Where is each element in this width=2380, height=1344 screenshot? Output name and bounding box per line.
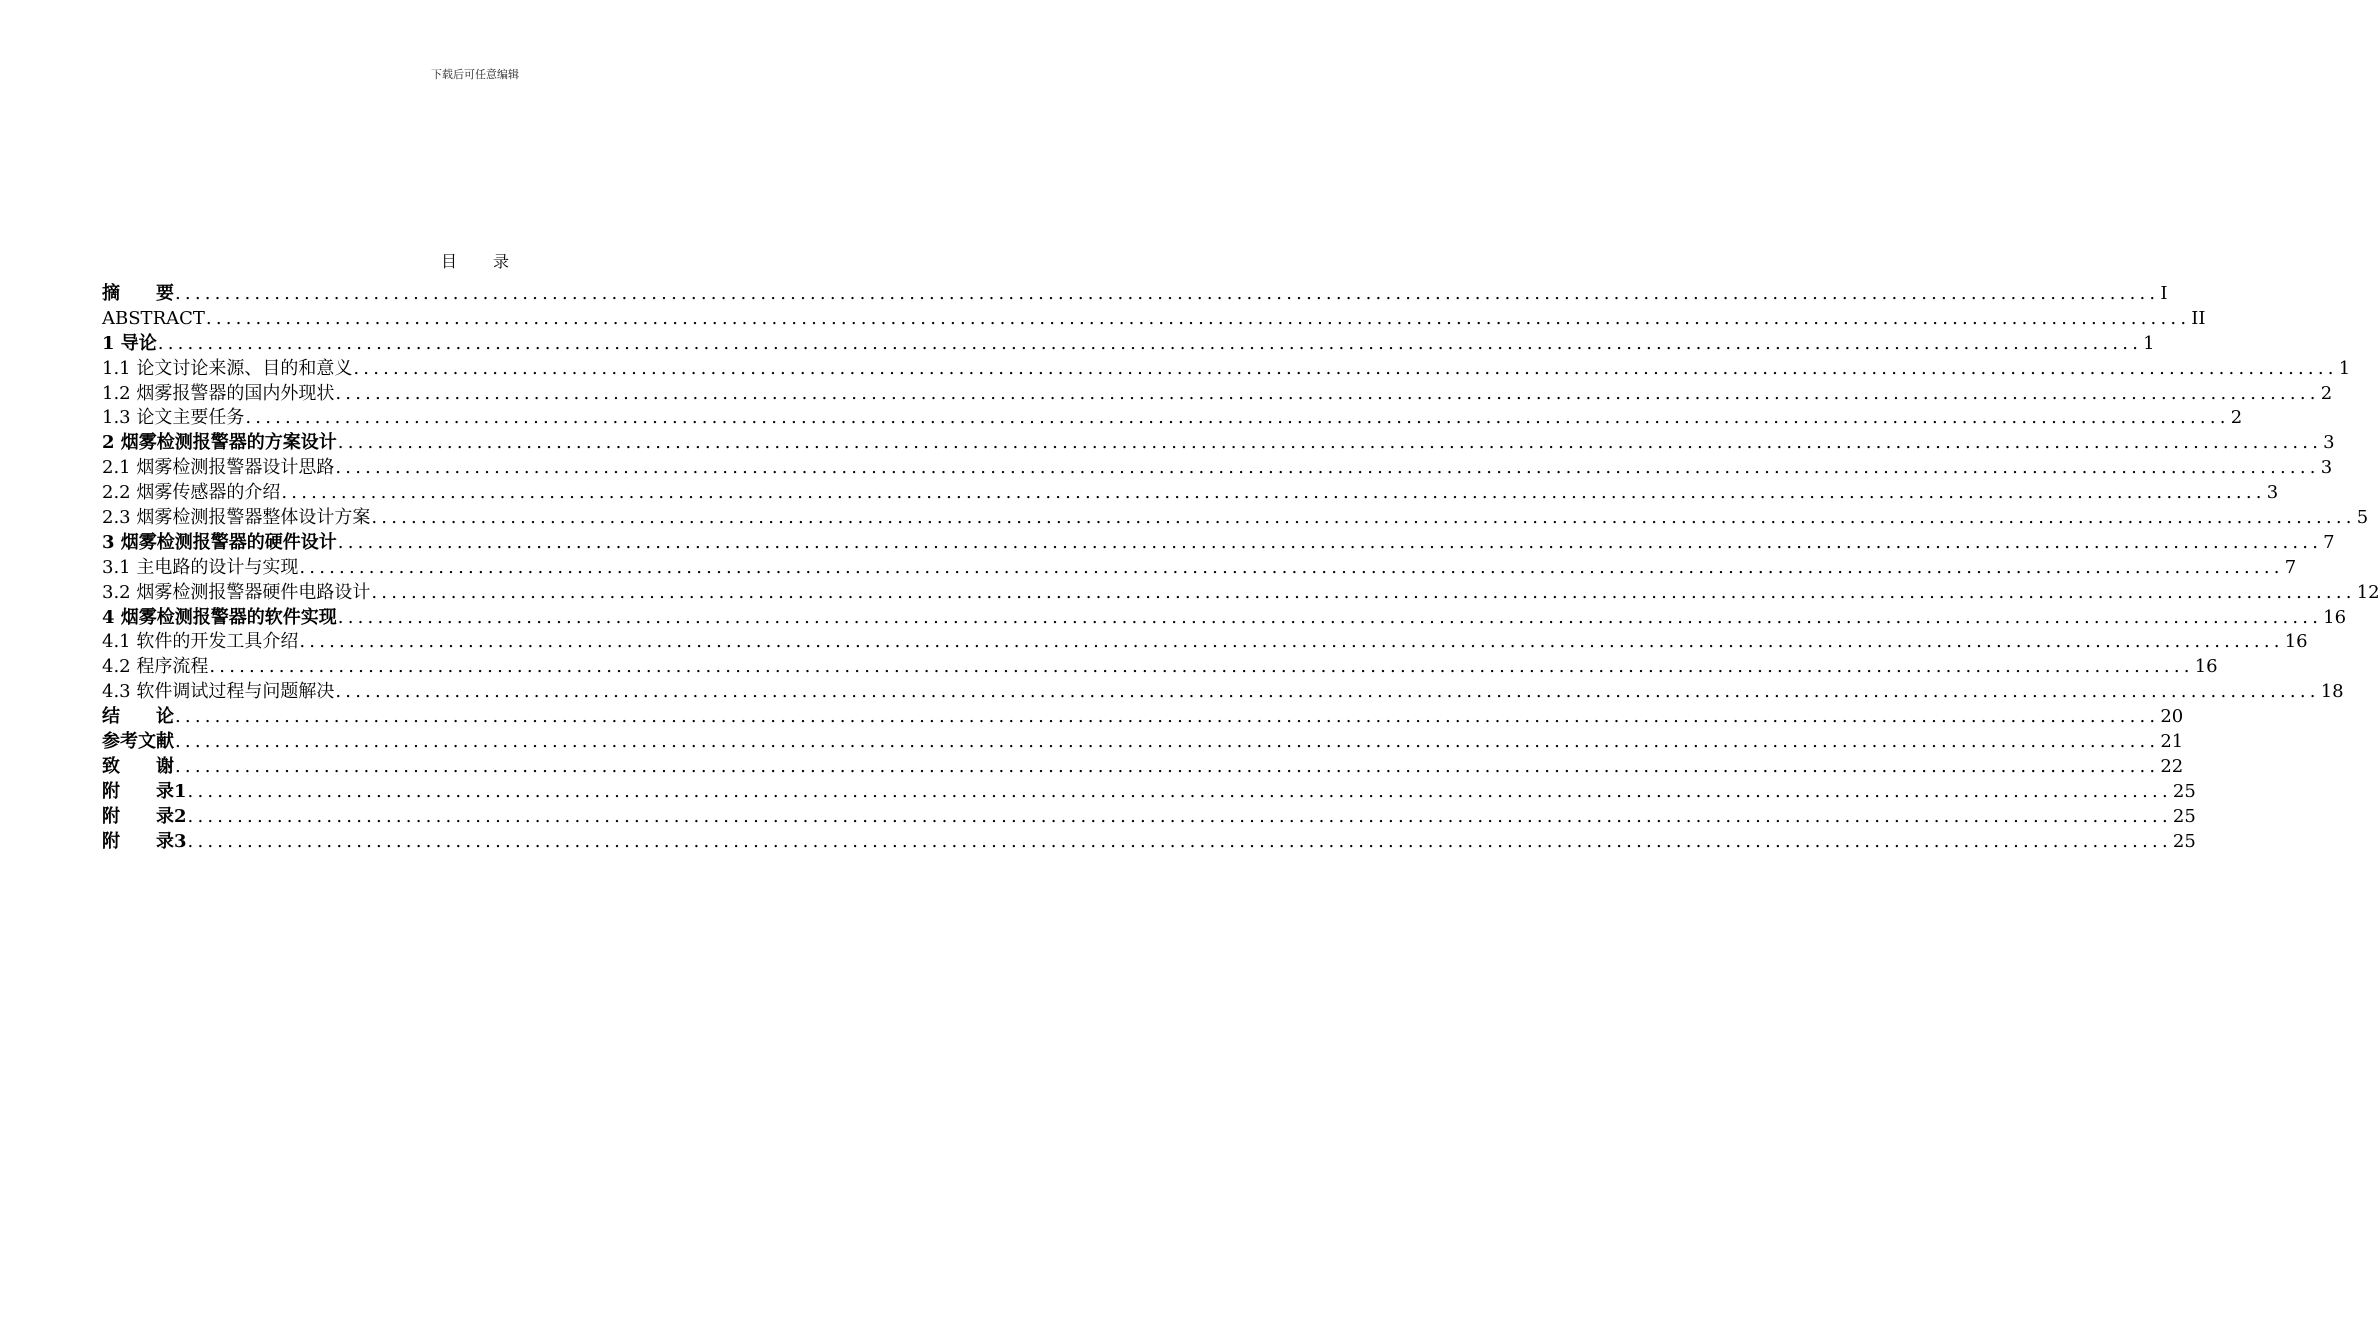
- toc-entry-label: 1.3 论文主要任务: [102, 407, 245, 429]
- toc-leader-dots: ........................................................................................................................................................................................................: [205, 307, 2191, 329]
- toc-entry-page: 3: [2266, 482, 2279, 504]
- toc-entry-page: 7: [2323, 531, 2335, 553]
- toc-entry[interactable]: [102, 531, 2335, 556]
- toc-leader-dots: ........................................................................................................................................................................................................: [157, 332, 2143, 354]
- table-of-contents: [102, 282, 2380, 854]
- toc-entry-page: 21: [2160, 731, 2184, 753]
- toc-entry-page: 25: [2172, 780, 2196, 802]
- toc-leader-dots: ........................................................................................................................................................................................................: [175, 283, 2160, 304]
- toc-entry-page: I: [2160, 283, 2168, 304]
- toc-entry-page: 1: [2143, 332, 2155, 354]
- toc-leader-dots: ........................................................................................................................................................................................................: [299, 631, 2284, 653]
- toc-entry[interactable]: [102, 282, 2168, 307]
- toc-entry-label: 参考文献: [102, 731, 174, 753]
- toc-entry[interactable]: [102, 506, 2369, 531]
- toc-entry-page: 3: [2323, 432, 2335, 454]
- toc-title-left: 目: [440, 252, 457, 271]
- toc-entry[interactable]: [102, 382, 2333, 407]
- toc-entry-page: 12: [2356, 581, 2380, 603]
- toc-entry-label: 1.1 论文讨论来源、目的和意义: [102, 357, 353, 379]
- toc-entry-page: 16: [2284, 631, 2308, 653]
- toc-entry-label: 2.3 烟雾检测报警器整体设计方案: [102, 507, 371, 529]
- toc-entry-label: 附 录2: [102, 805, 187, 827]
- toc-entry-page: 3: [2320, 457, 2333, 479]
- toc-leader-dots: ........................................................................................................................................................................................................: [335, 457, 2320, 479]
- toc-entry-label: 致 谢: [102, 755, 174, 777]
- toc-entry-label: 附 录1: [102, 780, 187, 802]
- toc-leader-dots: ........................................................................................................................................................................................................: [335, 382, 2320, 404]
- toc-entry[interactable]: [102, 456, 2333, 481]
- toc-entry[interactable]: [102, 357, 2351, 382]
- toc-leader-dots: ........................................................................................................................................................................................................: [353, 357, 2338, 379]
- toc-entry-page: 22: [2160, 755, 2184, 777]
- toc-leader-dots: ........................................................................................................................................................................................................: [299, 556, 2284, 578]
- toc-leader-dots: ........................................................................................................................................................................................................: [337, 606, 2323, 628]
- toc-entry-page: 16: [2194, 656, 2218, 678]
- toc-leader-dots: ........................................................................................................................................................................................................: [187, 805, 2172, 827]
- toc-entry-page: 16: [2323, 606, 2347, 628]
- toc-entry[interactable]: [102, 780, 2196, 805]
- toc-entry-page: 18: [2320, 681, 2344, 703]
- toc-leader-dots: ........................................................................................................................................................................................................: [371, 581, 2356, 603]
- toc-leader-dots: ........................................................................................................................................................................................................: [187, 780, 2172, 802]
- toc-entry[interactable]: [102, 705, 2184, 730]
- toc-entry-label: 2 烟雾检测报警器的方案设计: [102, 432, 337, 454]
- toc-entry[interactable]: [102, 581, 2380, 606]
- toc-entry-page: 25: [2172, 830, 2196, 852]
- toc-leader-dots: ........................................................................................................................................................................................................: [245, 407, 2230, 429]
- toc-entry-label: 2.2 烟雾传感器的介绍: [102, 482, 281, 504]
- toc-title-right: 录: [493, 252, 510, 271]
- toc-entry[interactable]: [102, 830, 2196, 855]
- toc-leader-dots: ........................................................................................................................................................................................................: [175, 731, 2160, 753]
- toc-entry-label: 摘 要: [102, 283, 174, 304]
- toc-entry[interactable]: [102, 481, 2279, 506]
- toc-entry-label: 4.1 软件的开发工具介绍: [102, 631, 299, 653]
- toc-entry-page: 5: [2356, 507, 2369, 529]
- toc-leader-dots: ........................................................................................................................................................................................................: [187, 830, 2172, 852]
- toc-title: [0, 249, 950, 272]
- toc-entry-page: 2: [2320, 382, 2333, 404]
- toc-leader-dots: ........................................................................................................................................................................................................: [175, 755, 2160, 777]
- toc-entry-label: 2.1 烟雾检测报警器设计思路: [102, 457, 335, 479]
- toc-entry-label: 4 烟雾检测报警器的软件实现: [102, 606, 337, 628]
- toc-entry-label: 3 烟雾检测报警器的硬件设计: [102, 531, 337, 553]
- toc-leader-dots: ........................................................................................................................................................................................................: [371, 507, 2356, 529]
- toc-entry-label: ABSTRACT: [102, 307, 205, 329]
- toc-entry[interactable]: [102, 332, 2155, 357]
- toc-leader-dots: ........................................................................................................................................................................................................: [337, 531, 2323, 553]
- toc-entry[interactable]: [102, 805, 2196, 830]
- toc-leader-dots: ........................................................................................................................................................................................................: [175, 706, 2160, 728]
- toc-entry-page: 1: [2338, 357, 2351, 379]
- toc-entry-label: 4.2 程序流程: [102, 656, 209, 678]
- toc-entry-label: 3.1 主电路的设计与实现: [102, 556, 299, 578]
- toc-entry-label: 1 导论: [102, 332, 157, 354]
- toc-entry-page: 20: [2160, 706, 2184, 728]
- toc-entry[interactable]: [102, 755, 2184, 780]
- toc-entry-label: 结 论: [102, 706, 174, 728]
- toc-entry-label: 1.2 烟雾报警器的国内外现状: [102, 382, 335, 404]
- toc-entry-page: II: [2191, 307, 2206, 329]
- toc-entry-label: 4.3 软件调试过程与问题解决: [102, 681, 335, 703]
- toc-entry[interactable]: [102, 406, 2243, 431]
- toc-entry-label: 3.2 烟雾检测报警器硬件电路设计: [102, 581, 371, 603]
- toc-leader-dots: ........................................................................................................................................................................................................: [335, 681, 2320, 703]
- toc-entry[interactable]: [102, 606, 2347, 631]
- header-note: 下载后可任意编辑: [431, 68, 519, 81]
- toc-leader-dots: ........................................................................................................................................................................................................: [209, 656, 2194, 678]
- toc-leader-dots: ........................................................................................................................................................................................................: [337, 432, 2323, 454]
- toc-leader-dots: ........................................................................................................................................................................................................: [281, 482, 2266, 504]
- toc-entry[interactable]: [102, 630, 2308, 655]
- toc-entry-page: 25: [2172, 805, 2196, 827]
- toc-entry-page: 7: [2284, 556, 2297, 578]
- toc-entry[interactable]: [102, 431, 2335, 456]
- toc-entry-page: 2: [2230, 407, 2243, 429]
- toc-entry[interactable]: [102, 655, 2218, 680]
- toc-entry[interactable]: [102, 307, 2206, 332]
- toc-entry[interactable]: [102, 730, 2184, 755]
- toc-entry[interactable]: [102, 680, 2344, 705]
- toc-entry[interactable]: [102, 556, 2297, 581]
- toc-entry-label: 附 录3: [102, 830, 187, 852]
